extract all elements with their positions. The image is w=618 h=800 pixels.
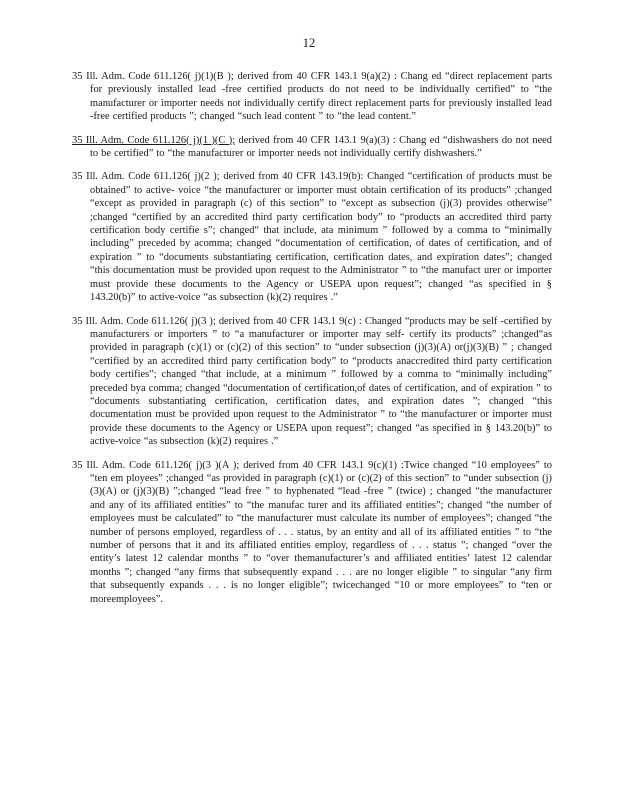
entry-citation: 35 Ill. Adm. Code 611.126( j)(3 )(A ); xyxy=(72,459,240,471)
entry-text: derived from 40 CFR 143.19(b): Changed “certification of products must be obtained” to active- voice “the manufacturer or importer must obtain certification of its products” ;changed “except as provided in paragraph (c) of this section” to “except as subsection (j)(3) provides otherwise” ;changed “certified by an accredited third party certification body” to “products an accredited third party certification body certifie s”; changed“ that include, ata minimum ” followed by a comma to “minimally including” preceded by acomma; changed “documentation of certification, of dates of certification, and of expiration ” to “documents substantiating certification, certification dates, and expiration dates”; changed “this documentation must be provided upon request to the Administrator ” to “the manufact urer or importer must provide these documents to the Agency or USEPA upon request”; changed “as specified in § 143.20(b)” to active-voice “as subsection (k)(2) requires .” xyxy=(90,171,552,304)
page-number: 12 xyxy=(302,36,316,50)
entry-citation: 35 Ill. Adm. Code 611.126( j)(1 )(C ); xyxy=(72,134,236,146)
list-item xyxy=(72,170,552,304)
entries-list xyxy=(72,70,552,616)
entry-citation: 35 Ill. Adm. Code 611.126( j)(2 ); xyxy=(72,171,220,183)
list-item xyxy=(72,134,552,161)
list-item xyxy=(72,315,552,449)
entry-text: derived from 40 CFR 143.1 9(a)(2) : Chang ed “direct replacement parts for previously installed lead -free certified products do not need to be individually certified” to “the manufacturer or importer needs not individually certify direct replacement parts for previously installed lead -free certified products ”; changed “such lead content ” to “the lead content.” xyxy=(90,71,552,123)
list-item xyxy=(72,459,552,606)
entry-text: derived from 40 CFR 143.1 9(a)(3) : Chang ed “dishwashers do not need to be certified” to “the manufacturer or importer needs not individually certify dishwashers.” xyxy=(90,134,552,160)
entry-text: derived from 40 CFR 143.1 9(c)(1) :Twice changed “10 employees” to “ten em ployees” ;changed “as provided in paragraph (c)(1) or (c)(2) of this section” to “under subsection (j)(3)(A) or (j)(3)(B) ”;changed “lead free ” to hyphenated “lead -free ” (twice) ; changed “the manufacturer and any of its affiliated entities” to “the manufac turer and its affiliated entities”; changed “the number of employees must be calculated” to “the manufacturer must calculate its number of employees”; changed “the number of persons employed, regardless of . . . status, by an entity and all of its affiliated entities ” to “the number of persons that it and its affiliated entities employ, regardless of . . . status ”; changed “over the entity’s latest 12 calendar months ” to “over themanufacturer’s and affiliated entities’ latest 12 calendar months ”; changed “any firms that subsequently expand . . . are no longer eligible ” to singular “any firm that subsequently expands . . . is no longer eligible”; twicechanged “10 or more employees” to “ten or moreemployees”. xyxy=(90,459,552,605)
list-item xyxy=(72,70,552,124)
entry-citation: 35 Ill. Adm. Code 611.126( j)(3 ); xyxy=(72,315,216,327)
entry-citation: 35 Ill. Adm. Code 611.126( j)(1)(B ); xyxy=(72,71,234,82)
entry-text: derived from 40 CFR 143.1 9(c) : Changed “products may be self -certified by manufacturers or importers ” to “a manufacturer or importer may self- certify its products” ;changed“as provided in paragraph (c)(1) or (c)(2) of this section” to “under subsection (j)(3)(A) or(j)(3)(B) ” ; changed “certified by an accredited third party certification body” to “products anaccredited third party certification body certifies”; changed “that include, at a minimum ” followed by a comma to “minimally including” preceded bya comma; changed “documentation of certification,of dates of certification, and of expiration ” to “documents substantiating certification, certification dates, and expiration dates ”; changed “this documentation must be provided upon request to the Administrator ” to “the manufacturer or importer must provide these documents to the Agency or USEPA upon request”; changed “as specified in § 143.20(b)” to active-voice “as subsection (k)(2) requires .” xyxy=(90,315,552,448)
